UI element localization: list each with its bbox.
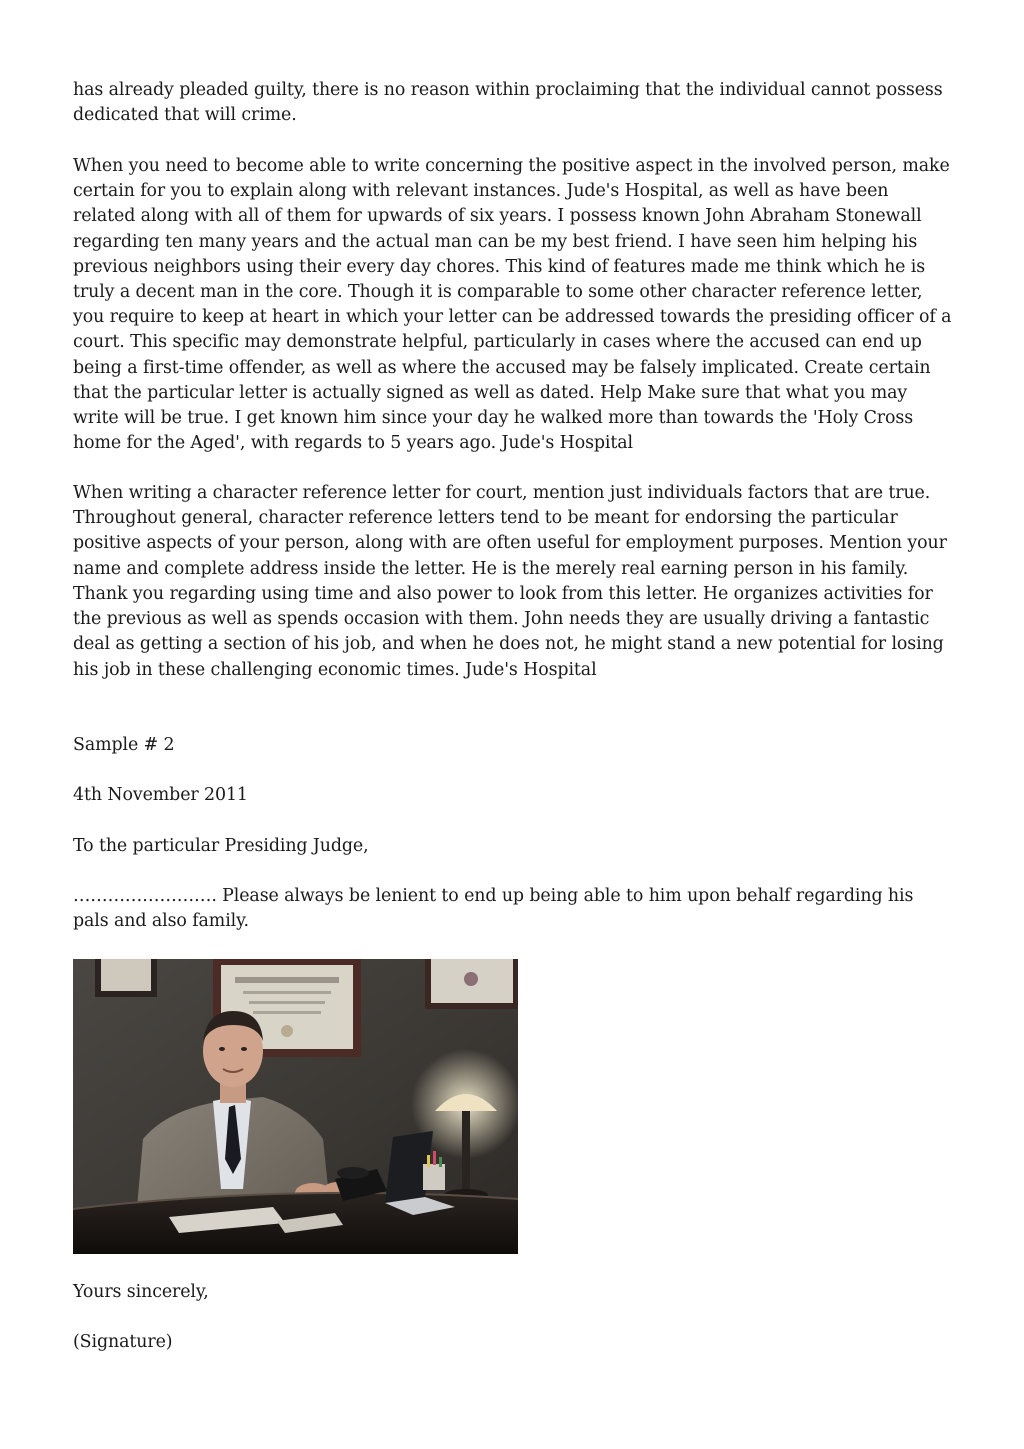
paragraph-writing-tips: When writing a character reference letter for court, mention just individuals factors that are true. Throughout general, character reference letters tend to be meant for endorsing the particular positive aspects of your person, along with are often useful for employment purposes. Mention your name and complete address inside the letter. He is the merely real earning person in his family. (73, 483, 947, 579)
letter-date: 4th November 2011 (73, 785, 248, 805)
paragraph-positive-aspect: When you need to become able to write concerning the positive aspect in the involved person, make certain for you to explain along with relevant instances. Jude's Hospital, as well as have been related along with all of them for upwards of six years. I possess known John Abraham Stonewall regarding ten many years and the actual man can be my best friend. I have seen him helping his previous neighbors using their every day chores. This kind of features made me think which he is truly a decent man in the core. Though it is comparable to some other character reference letter, you require to keep at heart in which your letter can be addressed towards the presiding officer of a court. This specific may demonstrate helpful, particularly in cases where the accused can end up being a first-time offender, as well as where the accused may be falsely implicated. Create certain that the particular letter is actually signed as well as dated. Help Make sure that what you may write will be true. I get known him since your day he walked more than towards the 'Holy Cross home for the Aged', with regards to 5 years ago. Jude's Hospital (73, 156, 952, 454)
letter-signature: (Signature) (73, 1332, 173, 1352)
sample-heading: Sample # 2 (73, 735, 175, 755)
letter-body: ……………………. Please always be lenient to end up being able to him upon behalf regarding his pals and also family. (73, 886, 914, 932)
office-photo (73, 959, 518, 1254)
letter-closing: Yours sincerely, (73, 1282, 209, 1302)
letter-salutation: To the particular Presiding Judge, (73, 836, 369, 856)
paragraph-thank-you: Thank you regarding using time and also power to look from this letter. He organizes activities for the previous as well as spends occasion with them. John needs they are usually driving a fantastic deal as getting a section of his job, and when he does not, he might stand a new potential for losing his job in these challenging economic times. Jude's Hospital (73, 584, 944, 680)
paragraph-intro: has already pleaded guilty, there is no reason within proclaiming that the individual cannot possess dedicated that will crime. (73, 80, 943, 126)
